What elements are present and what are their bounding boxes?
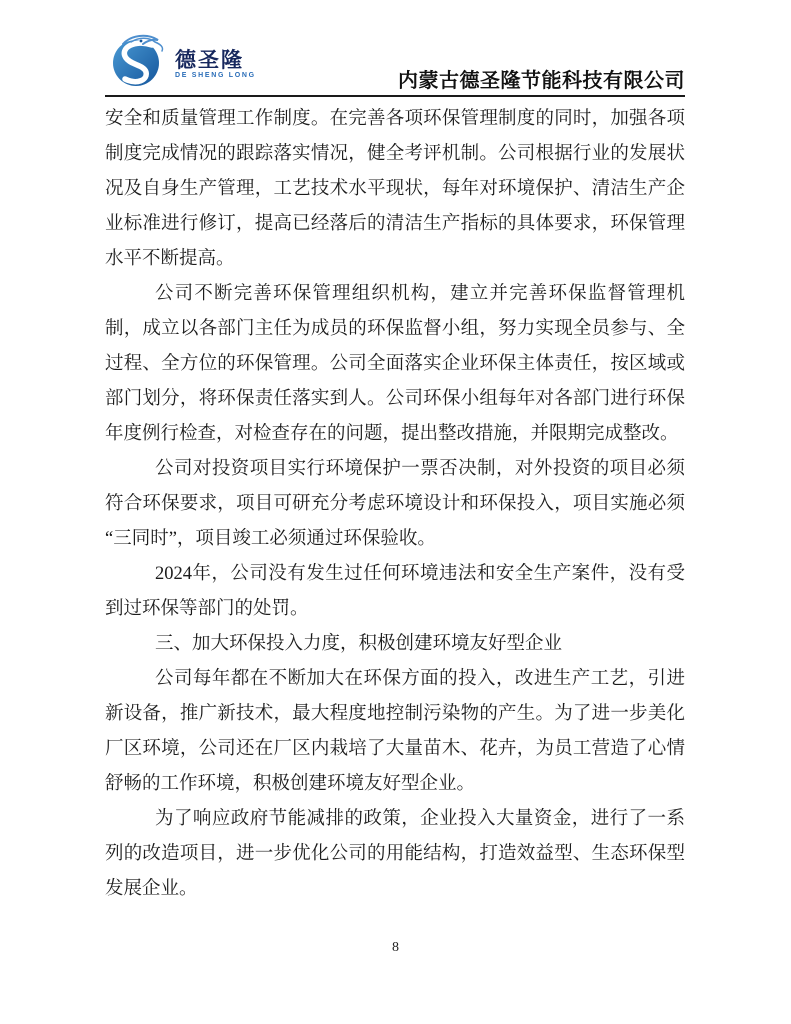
dragon-s-logo-icon	[111, 34, 171, 88]
paragraph-investment-veto: 公司对投资项目实行环境保护一票否决制，对外投资的项目必须符合环保要求，项目可研充分考虑环境设计和环保投入，项目实施必须“三同时”，项目竣工必须通过环保验收。	[105, 459, 685, 549]
logo-text	[175, 49, 256, 79]
logo-name-cn: 德圣隆	[175, 48, 244, 72]
company-name: 内蒙古德圣隆节能科技有限公司	[398, 70, 685, 92]
paragraph-continuation: 安全和质量管理工作制度。在完善各项环保管理制度的同时，加强各项制度完成情况的跟踪落实情况，健全考评机制。公司根据行业的发展状况及自身生产管理，工艺技术水平现状，每年对环境保护、清洁生产企业标准进行修订，提高已经落后的清洁生产指标的具体要求，环保管理水平不断提高。	[105, 109, 685, 269]
page-number: 8	[392, 940, 399, 955]
page-header	[105, 30, 685, 97]
section-heading: 三、加大环保投入力度，积极创建环境友好型企业	[155, 634, 563, 654]
page-footer	[0, 938, 791, 956]
paragraph-env-organization: 公司不断完善环保管理组织机构，建立并完善环保监督管理机制，成立以各部门主任为成员的环保监督小组，努力实现全员参与、全过程、全方位的环保管理。公司全面落实企业环保主体责任，按区域或部门划分，将环保责任落实到人。公司环保小组每年对各部门进行环保年度例行检查，对检查存在的问题，提出整改措施，并限期完成整改。	[105, 284, 685, 444]
logo-name-en: DE SHENG LONG	[175, 72, 256, 79]
document-body	[105, 102, 685, 907]
paragraph-2024-record: 2024年，公司没有发生过任何环境违法和安全生产案件，没有受到过环保等部门的处罚。	[105, 564, 685, 619]
paragraph-energy-saving: 为了响应政府节能减排的政策，企业投入大量资金，进行了一系列的改造项目，进一步优化公司的用能结构，打造效益型、生态环保型发展企业。	[105, 809, 685, 899]
company-logo	[111, 34, 256, 88]
paragraph-env-investment: 公司每年都在不断加大在环保方面的投入，改进生产工艺，引进新设备，推广新技术，最大程度地控制污染物的产生。为了进一步美化厂区环境，公司还在厂区内栽培了大量苗木、花卉，为员工营造了心情舒畅的工作环境，积极创建环境友好型企业。	[105, 669, 685, 794]
